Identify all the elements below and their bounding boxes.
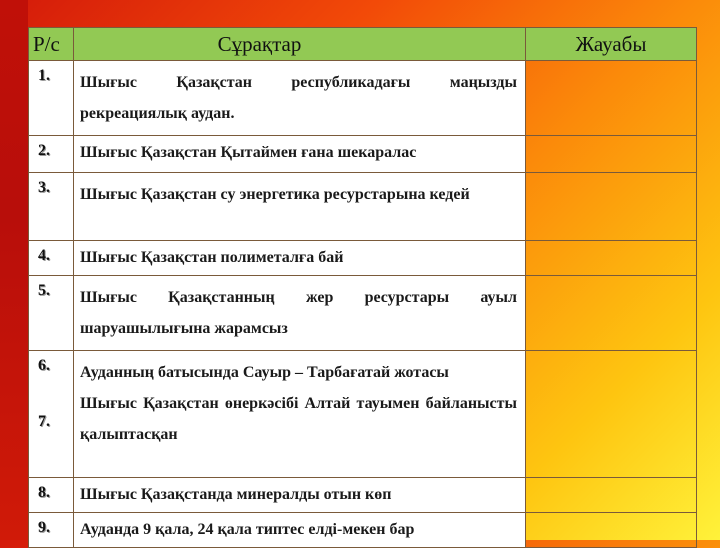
table-row (29, 513, 697, 548)
row-number: 4. (29, 241, 74, 276)
row-number: 2. (29, 136, 74, 173)
answer-cell[interactable] (526, 478, 697, 513)
slide-edge-left (0, 0, 28, 540)
table-row (29, 276, 697, 351)
question-text: Шығыс Қазақстан су энергетика ресурстарына кедей (74, 173, 526, 241)
header-num: Р/с (29, 28, 74, 61)
row-number-group (29, 351, 74, 478)
row-number: 3. (29, 173, 74, 241)
table-row (29, 61, 697, 136)
table-header-row (29, 28, 697, 61)
table-row (29, 241, 697, 276)
answer-cell[interactable] (526, 241, 697, 276)
table-row (29, 478, 697, 513)
quiz-table (28, 27, 697, 548)
question-text-group (74, 351, 526, 478)
row-number: 6. (38, 357, 50, 374)
question-text: Шығыс Қазақстанда минералды отын көп (74, 478, 526, 513)
header-answer: Жауабы (526, 28, 697, 61)
table-row (29, 136, 697, 173)
quiz-table-container (28, 27, 696, 548)
row-number: 1. (29, 61, 74, 136)
question-text: Ауданның батысында Сауыр – Тарбағатай жотасы (80, 364, 449, 381)
question-text: Шығыс Қазақстан Қытаймен ғана шекаралас (74, 136, 526, 173)
row-number: 8. (29, 478, 74, 513)
header-question: Сұрақтар (74, 28, 526, 61)
table-row (29, 351, 697, 478)
answer-cell[interactable] (526, 276, 697, 351)
row-number: 7. (38, 413, 50, 430)
answer-cell[interactable] (526, 173, 697, 241)
row-number: 5. (29, 276, 74, 351)
answer-cell[interactable] (526, 61, 697, 136)
answer-cell[interactable] (526, 351, 697, 478)
answer-cell[interactable] (526, 136, 697, 173)
question-text: Шығыс Қазақстанның жер ресурстары ауыл шаруашылығына жарамсыз (74, 276, 526, 351)
row-number: 9. (29, 513, 74, 548)
question-text: Шығыс Қазақстан полиметалға бай (74, 241, 526, 276)
answer-cell[interactable] (526, 513, 697, 548)
question-text: Шығыс Қазақстан республикадағы маңызды рекреациялық аудан. (74, 61, 526, 136)
question-text: Ауданда 9 қала, 24 қала типтес елді-мекен бар (74, 513, 526, 548)
question-text: Шығыс Қазақстан өнеркәсібі Алтай тауымен байланысты қалыптасқан (80, 395, 517, 443)
table-row (29, 173, 697, 241)
